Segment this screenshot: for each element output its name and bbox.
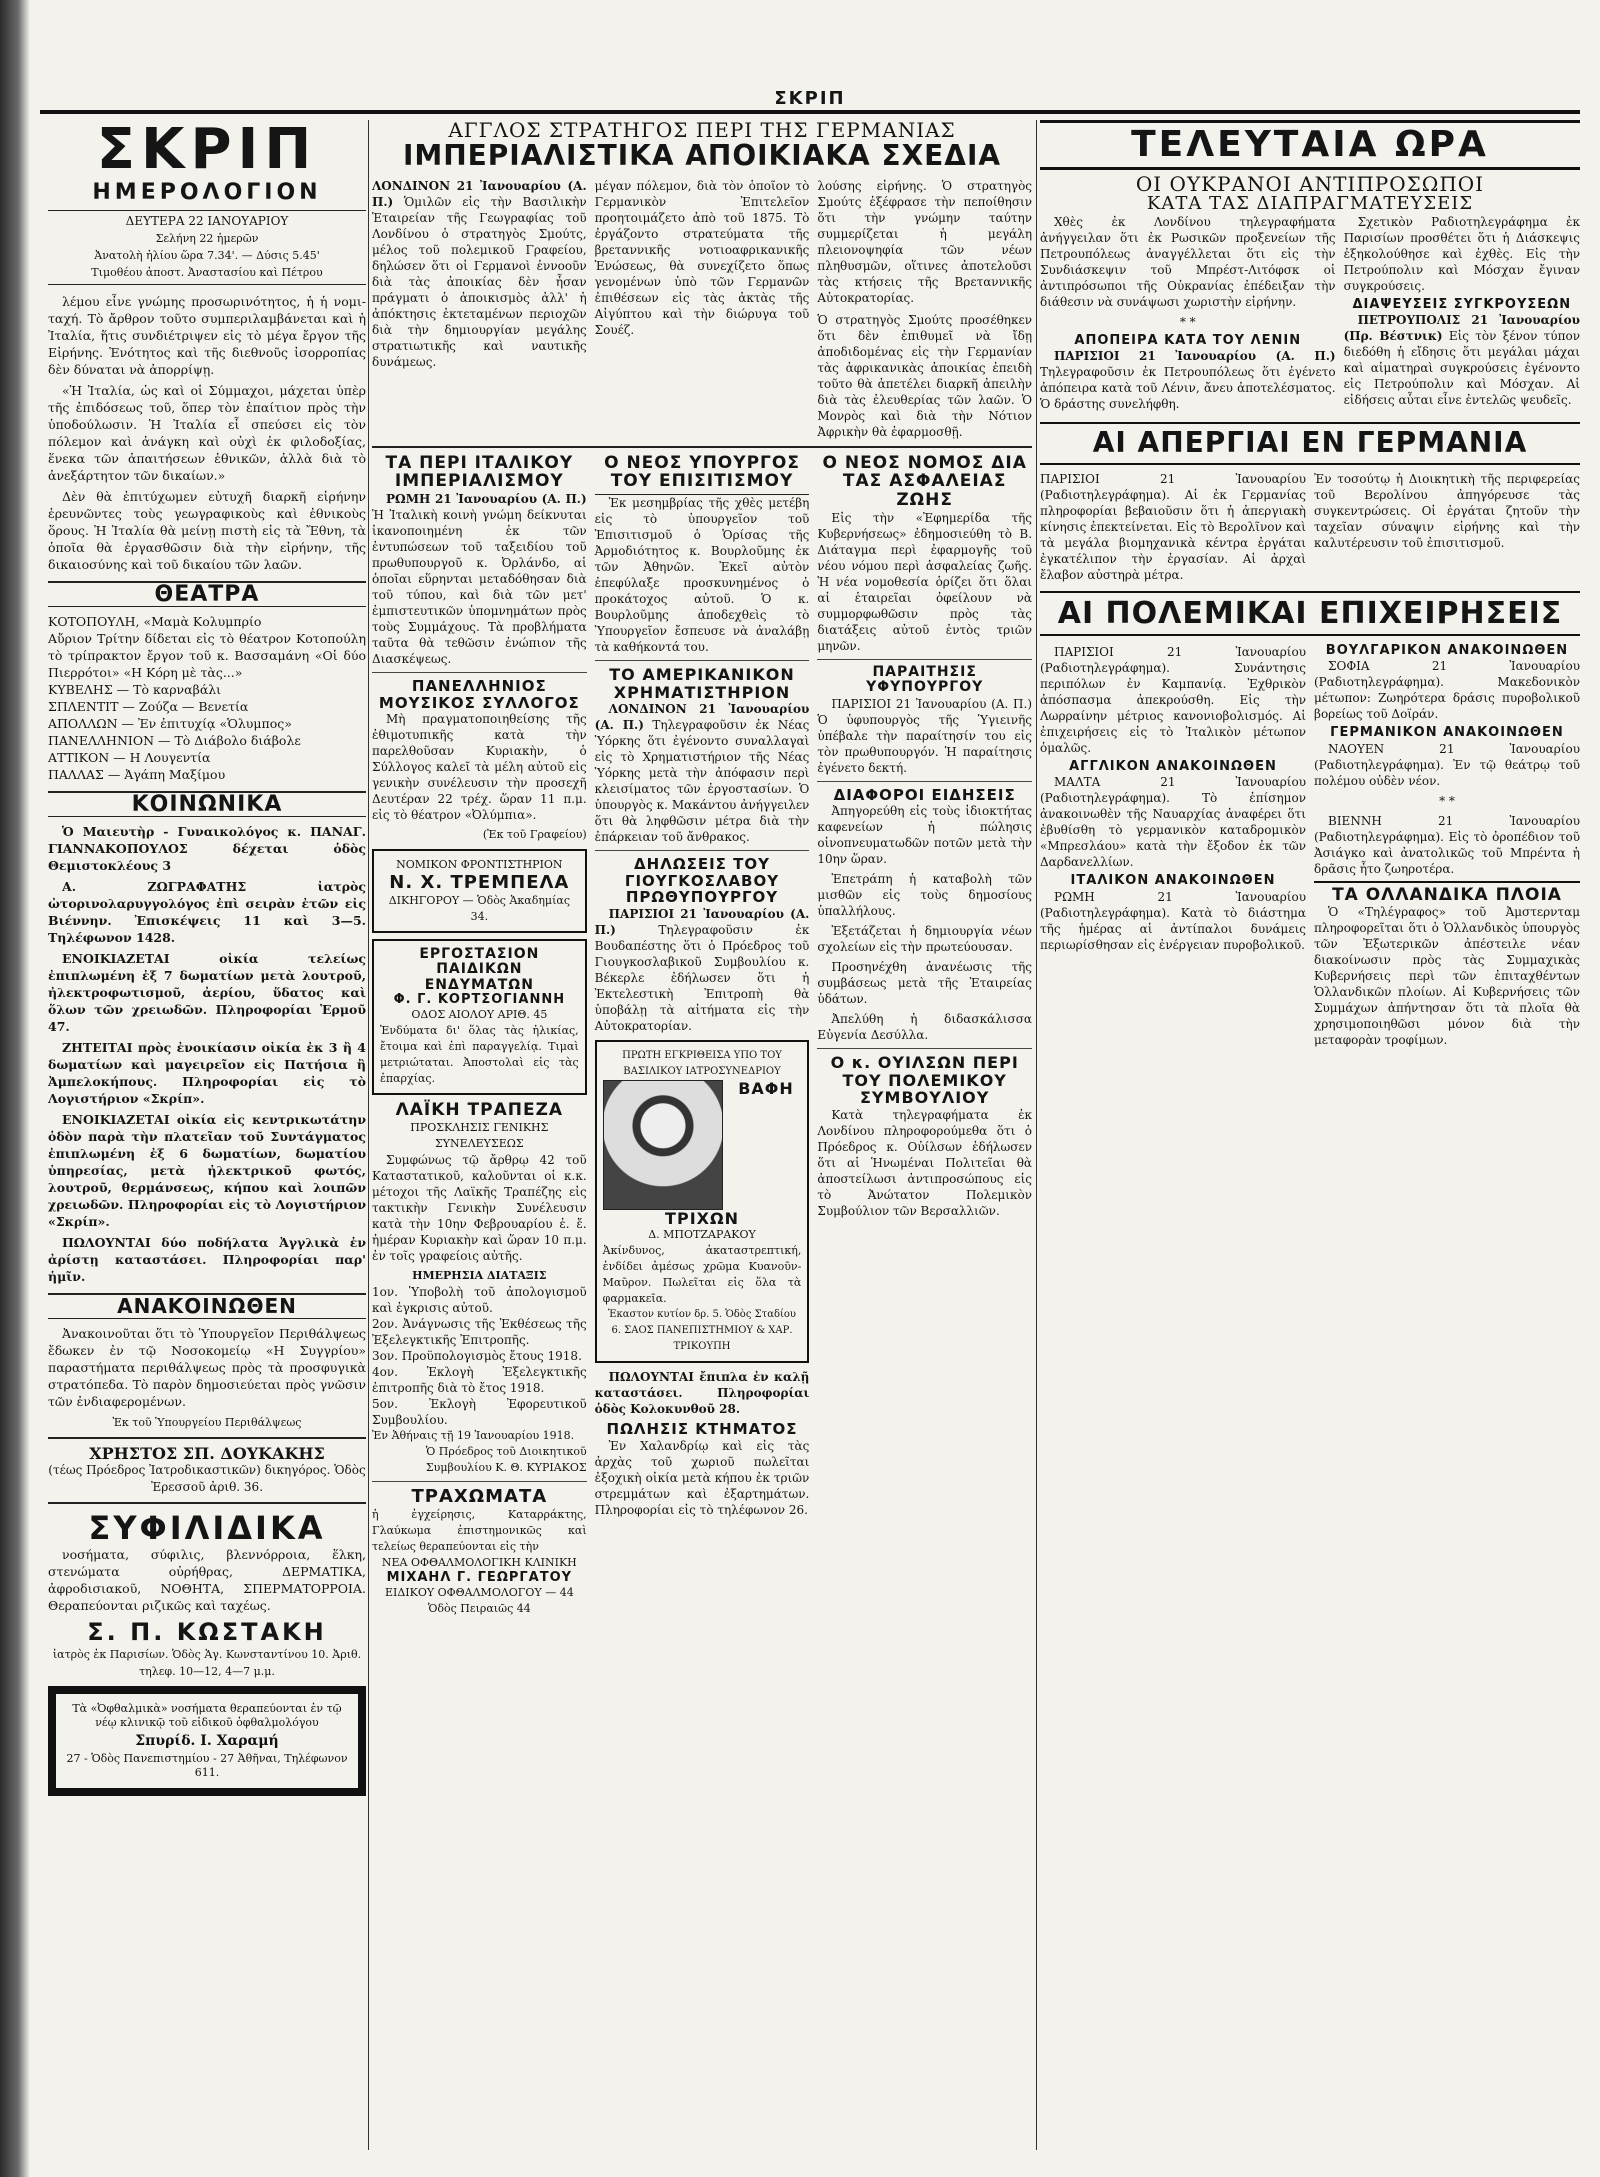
clash-text: Εἰς τὸν ξένον τύπον διεδόθη ἡ εἴδησις ὅτι μεγάλαι μάχαι καὶ αἱματηραὶ συγκρούσεις ἐγένοντο εἰς Πετρούπολιν καὶ Μόσχαν. Αἱ εἰδήσεις αὗται εἶνε ἐντελῶς ψευδεῖς. [1343, 329, 1580, 408]
lead-dateline: ΛΟΝΔΙΝΟΝ 21 Ἰανουαρίου (Α. Π.) [372, 178, 587, 209]
minister-headline: Ο ΝΕΟΣ ΥΠΟΥΡΓΟΣ ΤΟΥ ΕΠΙΣΙΤΙΣΜΟΥ [595, 454, 810, 495]
sun-line: Ἀνατολὴ ἡλίου ὥρα 7.34'. — Δύσις 5.45' [94, 249, 320, 262]
misc-news-item: Ἐξετάζεται ἡ δημιουργία νέων σχολείων εἰς τὴν πρωτεύουσαν. [817, 924, 1032, 955]
bank-signature: Ὁ Πρόεδρος τοῦ Διοικητικοῦ Συμβουλίου Κ. Θ. ΚΥΡΙΑΚΟΣ [425, 1445, 587, 1475]
italian-communique-text: ΡΩΜΗ 21 Ἰανουαρίου (Ραδιοτηλεγράφημα). Κατὰ τὸ διάστημα τῆς ἡμέρας αἱ ἀντίπαλοι δυνάμεις περιωρίσθησαν εἰς ἐνέργειαν πυροβολικοῦ. [1040, 889, 1306, 952]
lawyer-desc: (τέως Πρόεδρος Ἰατροδικαστικῶν) δικηγόρος. Ὁδὸς Ἐρεσσοῦ ἀριθ. 36. [48, 1463, 366, 1494]
bulgarian-communique-text: ΣΟΦΙΑ 21 Ἰανουαρίου (Ραδιοτηλεγράφημα). Μακεδονικὸν μέτωπον: Ζωηρότερα δράσις πυροβολικοῦ βορείως τοῦ Δοϊράν. [1314, 659, 1580, 722]
vienna-text: ΒΙΕΝΝΗ 21 Ἰανουαρίου (Ραδιοτηλεγράφημα). Εἰς τὸ ὀροπέδιον τοῦ Ἀσιάγκο καὶ ἀνατολικῶς τοῦ Μπρέντα ἡ δρᾶσις ἦτο ζωηροτέρα. [1314, 813, 1580, 876]
theatre-line: ΠΑΛΛΑΣ — Ἀγάπη Μαξίμου [48, 767, 226, 782]
eye-clinic-ad [48, 1686, 366, 1796]
music-society-headline: ΠΑΝΕΛΛΗΝΙΟΣ ΜΟΥΣΙΚΟΣ ΣΥΛΛΟΓΟΣ [378, 677, 580, 712]
social-item: ΖΗΤΕΙΤΑΙ πρὸς ἐνοικίασιν οἰκία ἐκ 3 ἢ 4 δωματίων καὶ μαγειρεῖον εἰς Πατήσια ἢ Ἀμπελοκήπους. Πληροφορίαι εἰς τὸ Λογιστήριον «Σκρίπ». [48, 1040, 366, 1106]
eye-ad-address: 27 - Ὁδὸς Πανεπιστημίου - 27 Ἀθῆναι, Τηλέφωνον 611. [66, 1752, 348, 1779]
eye-ad-title: Τὰ «Ὀφθαλμικὰ» νοσήματα θεραπεύονται ἐν τῷ νέῳ κλινικῷ τοῦ εἰδικοῦ ὀφθαλμολόγου [72, 1702, 342, 1729]
italian-text: Ἡ Ἰταλικὴ κοινὴ γνώμη δείκνυται ἱκανοποιημένη ἐκ τῶν ἐντυπώσεων τοῦ ταξειδίου τοῦ πρωθυπουργοῦ κ. Ὀρλάνδο, αἱ ὁποῖαι εὕρηνται μεταδόθησαν διὰ τοῦ τύπου, καὶ διὰ τῶν μετ' ἐμπιστευτικῶν ὑπομνημάτων πρὸς τοὺς Συμμάχους. Τὰ προβλήματα ταῦτα θὰ τεθῶσιν ἐνώπιον τῆς Διασκέψεως. [372, 508, 587, 667]
yugoslav-text: Τηλεγραφοῦσιν ἐκ Βουδαπέστης ὅτι ὁ Πρόεδρος τοῦ Γιουγκοσλαβικοῦ Συμβουλίου κ. Βέκερλε ἐδήλωσεν ὅτι ἡ Ἐκτελεστικὴ Ἐπιτροπὴ θὰ ὑποβάλῃ τὰ αἰτήματα εἰς τὴν Αὐτοκρατορίαν. [594, 922, 810, 1033]
bulgarian-communique-headline: ΒΟΥΛΓΑΡΙΚΟΝ ΑΝΑΚΟΙΝΩΘΕΝ [1325, 643, 1569, 659]
intro-paragraph-3: Δὲν θὰ ἐπιτύχωμεν εὐτυχῆ διαρκῆ εἰρήνην ἐρευνῶντες τοὺς γεωγραφικοὺς καὶ ἐθνικοὺς ὅρους. Ἡ Ἰταλία θὰ μείνῃ πιστὴ εἰς τὰ Ἔθνη, τὰ ὁποῖα θὰ ἐργασθῶσιν διὰ τὴν εἰρήνην, τῆς δικαιοσύνης καὶ τοῦ δικαίου τῶν λαῶν. [48, 489, 366, 572]
yugoslav-dateline: ΠΑΡΙΣΙΟΙ 21 Ἰανουαρίου (Α. Π.) [594, 906, 810, 937]
bank-agenda-item: 3ον. Προϋπολογισμὸς ἔτους 1918. [372, 1349, 582, 1364]
german-strikes-text-2: Ἐν τοσούτῳ ἡ Διοικητικὴ τῆς περιφερείας τοῦ Βερολίνου ἀπηγόρευσε τὰς συγκεντρώσεις. Οἱ ἐργάται ζητοῦν τὴν ταχεῖαν σύναψιν εἰρήνης καὶ τὴν καλυτέρευσιν τοῦ ἐπισιτισμοῦ. [1314, 472, 1580, 551]
social-item: Α. ΖΩΓΡΑΦΑΤΗΣ ἰατρὸς ὠτορινολαρυγγολόγος ἐπὶ σειρὰν ἐτῶν εἰς Βιέννην. Ἐπισκέψεις 11 καὶ 3—5. Τηλέφωνον 1428. [48, 879, 366, 945]
clash-dateline: ΠΕΤΡΟΥΠΟΛΙΣ 21 Ἰανουαρίου (Πρ. Βέστνικ) [1343, 313, 1580, 344]
bank-date: Ἐν Ἀθήναις τῇ 19 Ἰανουαρίου 1918. [372, 1429, 575, 1443]
theatre-line: ΚΟΤΟΠΟΥΛΗ, «Μαμὰ Κολυμπρίο [48, 614, 262, 629]
bank-agenda-item: 5ον. Ἐκλογὴ Ἐφορευτικοῦ Συμβουλίου. [372, 1397, 587, 1428]
theatre-line: ΚΥΒΕΛΗΣ — Τὸ καρναβάλι [48, 682, 222, 697]
german-communique-text: ΝΑΟΥΕΝ 21 Ἰανουαρίου (Ραδιοτηλεγράφημα). Ἐν τῷ θεάτρῳ τοῦ πολέμου οὐδὲν νέον. [1314, 741, 1580, 788]
german-strikes-text: ΠΑΡΙΣΙΟΙ 21 Ἰανουαρίου (Ραδιοτηλεγράφημα). Αἱ ἐκ Γερμανίας πληροφορίαι βεβαιοῦσιν ὅτι ἡ ἀπεργιακὴ κίνησις ἐπεκτείνεται. Εἰς τὸ Βερολῖνον καὶ τὰ μεγάλα βιομηχανικὰ κέντρα ἐργάται ἐγκατέλιπον τὴν ἐργασίαν. Αἱ ἀρχαὶ ἔλαβον αὐστηρὰ μέτρα. [1040, 472, 1306, 583]
bank-text: Συμφώνως τῷ ἄρθρῳ 42 τοῦ Καταστατικοῦ, καλοῦνται οἱ κ.κ. μέτοχοι τῆς Λαϊκῆς Τραπέζης εἰς τακτικὴν Γενικὴν Συνέλευσιν κατὰ τὴν 10ην Φεβρουαρίου ἐ. ἔ. ἡμέραν Κυριακὴν καὶ ὥραν 10 π.μ. ἐν τοῖς γραφείοις αὐτῆς. [372, 1153, 587, 1264]
column-rule [1036, 120, 1037, 2150]
bank-agenda-item: 4ον. Ἐκλογὴ Ἐξελεγκτικῆς ἐπιτροπῆς διὰ τὸ ἔτος 1918. [372, 1365, 587, 1396]
eye-clinic-name: ΝΕΑ ΟΦΘΑΛΜΟΛΟΓΙΚΗ ΚΛΙΝΙΚΗ [381, 1555, 577, 1569]
announcement-heading: ΑΝΑΚΟΙΝΩΘΕΝ [48, 1293, 366, 1319]
german-strikes-headline: ΑΙ ΑΠΕΡΓΙΑΙ ΕΝ ΓΕΡΜΑΝΙΑ [1040, 422, 1580, 465]
column-middle [372, 120, 1032, 2150]
social-item: Ὁ Μαιευτὴρ - Γυναικολόγος κ. ΠΑΝΑΓ. ΓΙΑΝΝΑΚΟΠΟΥΛΟΣ δέχεται ὁδὸς Θεμιστοκλέους 3 [48, 824, 366, 873]
imperialist-headline: ΙΜΠΕΡΙΑΛΙΣΤΙΚΑ ΑΠΟΙΚΙΑΚΑ ΣΧΕΔΙΑ [402, 139, 1002, 172]
dutch-ships-text: Ὁ «Τηλέγραφος» τοῦ Ἀμστερνταμ πληροφορεῖται ὅτι ὁ Ὁλλανδικὸς ὑπουργὸς τῶν Ἐξωτερικῶν ἀπέστειλε νέαν διακοίνωσιν πρὸς τὰς Συμμαχικὰς Κυβερνήσεις περὶ τῶν ἐπιταχθέντων Ὁλλανδικῶν πλοίων. Αἱ Κυβερνήσεις τῶν Συμμάχων ἀπήντησαν ὅτι τὰ πλοῖα θὰ χρησιμοποιηθῶσι μόνον διὰ τὴν μεταφορὰν τροφίμων. [1314, 905, 1580, 1048]
misc-news-item: Ἀπηγορεύθη εἰς τοὺς ἰδιοκτήτας καφενείων ἡ πώλησις οἰνοπνευματωδῶν ποτῶν μετὰ τὴν 10ην ὥραν. [817, 804, 1032, 867]
clothing-ad-heading: ΕΡΓΟΣΤΑΣΙΟΝ ΠΑΙΔΙΚΩΝ ΕΝΔΥΜΑΤΩΝ [419, 945, 540, 993]
music-society-text: Μὴ πραγματοποιηθείσης τῆς ἐθιμοτυπικῆς κατὰ τὴν παρελθοῦσαν Κυριακὴν, ὁ Σύλλογος καλεῖ τὰ μέλη αὐτοῦ εἰς γενικὴν συνέλευσιν τὴν προσεχῆ Δευτέραν 22 τρέχ. ὥραν 11 π.μ. εἰς τὸ θέατρον «Ὀλύμπια». [372, 712, 587, 823]
law-school-ad [372, 849, 587, 933]
bank-subheadline: ΠΡΟΣΚΛΗΣΙΣ ΓΕΝΙΚΗΣ ΣΥΝΕΛΕΥΣΕΩΣ [410, 1121, 549, 1151]
german-communique-headline: ΓΕΡΜΑΝΙΚΟΝ ΑΝΑΚΟΙΝΩΘΕΝ [1330, 725, 1564, 741]
woman-portrait-illustration [603, 1080, 723, 1210]
eye-clinic-address: ΕΙΔΙΚΟΥ ΟΦΘΑΛΜΟΛΟΓΟΥ — 44 Ὁδὸς Πειραιῶς 44 [384, 1586, 574, 1616]
masthead-title: ΣΚΡΙΠ [774, 88, 846, 109]
property-sale-text: Ἐν Χαλανδρίῳ καὶ εἰς τὰς ἀρχὰς τοῦ χωριοῦ πωλεῖται ἐξοχικὴ οἰκία μετὰ κήπου ἐκ τριῶν στρεμμάτων καὶ ἐξαρτημάτων. Πληροφορίαι εἰς τὸ τηλέφωνον 26. [594, 1438, 810, 1517]
hair-ad-text: Ἀκίνδυνος, ἀκαταστρεπτική, ἐνδίδει ἀμέσως χρῶμα Κυανοῦν-Μαῦρον. Πωλεῖται εἰς ὅλα τὰ φαρμακεῖα. [602, 1244, 802, 1306]
column-rule [368, 120, 369, 2150]
hair-ad-top: ΠΡΩΤΗ ΕΓΚΡΙΘΕΙΣΑ ΥΠΟ ΤΟΥ ΒΑΣΙΛΙΚΟΥ ΙΑΤΡΟΣΥΝΕΔΡΙΟΥ [622, 1049, 782, 1077]
law-ad-desc: ΔΙΚΗΓΟΡΟΥ — Ὁδὸς Ἀκαδημίας 34. [388, 893, 570, 923]
scan-edge-shadow [0, 0, 30, 2177]
insurance-law-text: Εἰς τὴν «Ἐφημερίδα τῆς Κυβερνήσεως» ἐδημοσιεύθη τὸ Β. Διάταγμα περὶ ἐφαρμογῆς τοῦ νέου νόμου περὶ ἀσφαλείας ζωῆς. Ἡ νέα νομοθεσία ὁρίζει ὅτι ὅλαι αἱ ἑταιρεῖαι ὀφείλουν νὰ συμμορφωθῶσιν πρὸς τὰς διατάξεις αὐτοῦ ἐντὸς τριῶν μηνῶν. [817, 510, 1032, 653]
social-heading: ΚΟΙΝΩΝΙΚΑ [48, 791, 366, 817]
lead-text-4: Ὁ στρατηγὸς Σμούτς προσέθηκεν ὅτι δὲν ἐπιθυμεῖ νὰ ἴδῃ ἀποδιδομένας εἰς τὴν Γερμανίαν τὰς ἀφρικανικὰς ἀποικίας ἐπειδὴ τοῦτο θὰ ἀπετέλει διαρκῆ ἀπειλὴν διὰ τὰς ἐλευθερίας τῶν λαῶν. Ὁ Μονρὸς καὶ διὰ τὴν Νότιον Ἀφρικὴν θὰ ἐφαρμοσθῇ. [817, 312, 1032, 439]
italian-imperialism-headline: ΤΑ ΠΕΡΙ ΙΤΑΛΙΚΟΥ ΙΜΠΕΡΙΑΛΙΣΜΟΥ [385, 452, 574, 492]
clothing-ad-name: Φ. Γ. ΚΟΡΤΣΟΓΙΑΝΝΗ [393, 992, 566, 1008]
column-right: ΤΕΛΕΥΤΑΙΑ ΩΡΑ ΟΙ ΟΥΚΡΑΝΟΙ ΑΝΤΙΠΡΟΣΩΠΟΙ ΚΑΤΑ ΤΑΣ ΔΙΑΠΡΑΓΜΑΤΕΥΣΕΙΣ Χθὲς ἐκ Λονδίνου τηλεγραφήματα ἀνήγγειλαν ὅτι ἐκ Ρωσικῶν προξενείων τῆς Πετρουπόλεως ἀναγγέλλεται ὅτι εἰς τὴν Συνδιάσκεψιν τοῦ Μπρέστ-Λιτόφσκ οἱ ἀντιπρόσωποι τῆς Οὐκρανίας ἐπέδειξαν τὴν διάθεσιν νὰ συνάψωσι χωριστὴν εἰρήνην. * * ΑΠΟΠΕΙΡΑ ΚΑΤΑ ΤΟΥ ΛΕΝΙΝ ΠΑΡΙΣΙΟΙ 21 Ἰανουαρίου (Α. Π.) Τηλεγραφοῦσιν ἐκ Πετρουπόλεως ὅτι ἐγένετο ἀπόπειρα κατὰ τοῦ Λένιν, ἄνευ ἀποτελέσματος. Ὁ δράστης συνελήφθη. Σχετικὸν Ραδιοτηλεγράφημα ἐκ Παρισίων προσθέτει ὅτι ἡ Διάσκεψις ἐξηκολούθησε καὶ ἐχθὲς. Εἰς τὴν Πετρούπολιν καὶ Μόσχαν ἔγιναν συγκρούσεις. ΔΙΑΨΕΥΣΕΙΣ ΣΥΓΚΡΟΥΣΕΩΝ ΠΕΤΡΟΥΠΟΛΙΣ 21 Ἰανουαρίου (Πρ. Βέστνικ) Εἰς τὸν ξένον τύπον διεδόθη ἡ εἴδησις ὅτι μεγάλαι μάχαι καὶ αἱματηραὶ συγκρούσεις ἐγένοντο εἰς Πετρούπολιν καὶ Μόσχαν. Αἱ εἰδήσεις αὗται εἶνε ἐντελῶς ψευδεῖς. ΑΙ ΑΠΕΡΓΙΑΙ ΕΝ ΓΕΡΜΑΝΙΑ ΠΑΡΙΣΙΟΙ 21 Ἰανουαρίου (Ραδιοτηλεγράφημα). Αἱ ἐκ Γερμανίας πληροφορίαι βεβαιοῦσιν ὅτι ἡ ἀπεργιακὴ κίνησις ἐπεκτείνεται. Εἰς τὸ Βερολῖνον καὶ τὰ μεγάλα βιομηχανικὰ κέντρα ἐργάται ἐγκατέλιπον τὴν ἐργασίαν. Αἱ ἀρχαὶ ἔλαβον αὐστηρὰ μέτρα. Ἐν τοσούτῳ ἡ Διοικητικὴ τῆς περιφερείας τοῦ Βερολίνου ἀπηγόρευσε τὰς συγκεντρώσεις. Οἱ ἐργάται ζητοῦν τὴν ταχεῖαν σύναψιν εἰρήνης καὶ τὴν καλυτέρευσιν τοῦ ἐπισιτισμοῦ. ΑΙ ΠΟΛΕΜΙΚΑΙ ΕΠΙΧΕΙΡΗΣΕΙΣ ΠΑΡΙΣΙΟΙ 21 Ἰανουαρίου (Ραδιοτηλεγράφημα). Συνάντησις περιπόλων ἐν Καμπανίᾳ. Ἐχθρικὸν ἀπόσπασμα ἀπεκρούσθη. Εἰς τὴν Λωρραίνην μέτριος κανονιοβολισμός. Αἱ ἐπιχειρήσεις εἰς τὸ Ἰταλικὸν μέτωπον ὁμαλῶς. ΑΓΓΛΙΚΟΝ ΑΝΑΚΟΙΝΩΘΕΝ ΜΑΛΤΑ 21 Ἰανουαρίου (Ραδιοτηλεγράφημα). Τὸ ἐπίσημον ἀνακοινωθὲν τῆς Ναυαρχίας ἀναφέρει ὅτι ἐβυθίσθη τὸ γερμανικὸν καταδρομικὸν «Μπρεσλάου» κατὰ τὴν ἔξοδον ἐκ τῶν Δαρδανελλίων. ΙΤΑΛΙΚΟΝ ΑΝΑΚΟΙΝΩΘΕΝ ΡΩΜΗ 21 Ἰανουαρίου (Ραδιοτηλεγράφημα). Κατὰ τὸ διάστημα τῆς ἡμέρας αἱ ἀντίπαλοι δυνάμεις περιωρίσθησαν εἰς ἐνέργειαν πυροβολικοῦ. ΒΟΥΛΓΑΡΙΚΟΝ ΑΝΑΚΟΙΝΩΘΕΝ ΣΟΦΙΑ 21 Ἰανουαρίου (Ραδιοτηλεγράφημα). Μακεδονικὸν μέτωπον: Ζωηρότερα δράσις πυροβολικοῦ βορείως τοῦ Δοϊράν. ΓΕΡΜΑΝΙΚΟΝ ΑΝΑΚΟΙΝΩΘΕΝ ΝΑΟΥΕΝ 21 Ἰανουαρίου (Ραδιοτηλεγράφημα). Ἐν τῷ θεάτρῳ τοῦ πολέμου οὐδὲν νέον. * * ΒΙΕΝΝΗ 21 Ἰανουαρίου (Ραδιοτηλεγράφημα). Εἰς τὸ ὀροπέδιον τοῦ Ἀσιάγκο καὶ ἀνατολικῶς τοῦ Μπρέντα ἡ δρᾶσις ἦτο ζωηροτέρα. ΤΑ ΟΛΛΑΝΔΙΚΑ ΠΛΟΙΑ Ὁ «Τηλέγραφος» τοῦ Ἀμστερνταμ πληροφορεῖται ὅτι ὁ Ὁλλανδικὸς ὑπουργὸς τῶν Ἐξωτερικῶν ἀπέστειλε νέαν διακοίνωσιν πρὸς τὰς Συμμαχικὰς Κυβερνήσεις περὶ τῶν ἐπιταχθέντων Ὁλλανδικῶν πλοίων. Αἱ Κυβερνήσεις τῶν Συμμάχων ἀπήντησαν ὅτι τὰ πλοῖα θὰ χρησιμοποιηθῶσι μόνον διὰ τὴν μεταφορὰν τροφίμων. [1040, 120, 1580, 2150]
theatre-listings [48, 613, 366, 783]
bank-agenda-item: 2ον. Ἀνάγνωσις τῆς Ἐκθέσεως τῆς Ἐξελεγκτικῆς Ἐπιτροπῆς. [372, 1317, 587, 1348]
eye-ad-name: Σπυρίδ. Ι. Χαραμή [135, 1733, 279, 1749]
exchange-dateline: ΛΟΝΔΙΝΟΝ 21 Ἰανουαρίου (Α. Π.) [594, 702, 810, 733]
eye-clinic-doctor: ΜΙΧΑΗΛ Γ. ΓΕΩΡΓΑΤΟΥ [386, 1569, 573, 1585]
lenin-dateline: ΠΑΡΙΣΙΟΙ 21 Ἰανουαρίου (Α. Π.) [1054, 349, 1336, 364]
date-line: ΔΕΥΤΕΡΑ 22 ΙΑΝΟΥΑΡΙΟΥ [48, 210, 366, 230]
furniture-sale: ΠΩΛΟΥΝΤΑΙ ἔπιπλα ἐν καλῇ καταστάσει. Πληροφορίαι ὁδὸς Κολοκυνθοῦ 28. [594, 1370, 810, 1417]
clothing-ad-text: Ἐνδύματα δι' ὅλας τὰς ἡλικίας, ἔτοιμα καὶ ἐπὶ παραγγελίᾳ. Τιμαὶ μετριώταται. Ἀποστολαὶ εἰς τὰς ἐπαρχίας. [380, 1024, 579, 1086]
column-left [48, 120, 366, 2150]
saints-line: Τιμοθέου ἀποστ. Ἀναστασίου καὶ Πέτρου [48, 264, 366, 285]
misc-news-item: Ἀπελύθη ἡ διδασκάλισσα Εὐγενία Δεσύλλα. [817, 1012, 1032, 1043]
war-operations-headline: ΑΙ ΠΟΛΕΜΙΚΑΙ ΕΠΙΧΕΙΡΗΣΕΙΣ [1040, 591, 1580, 636]
lenin-text: Τηλεγραφοῦσιν ἐκ Πετρουπόλεως ὅτι ἐγένετο ἀπόπειρα κατὰ τοῦ Λένιν, ἄνευ ἀποτελέσματος. Ὁ δράστης συνελήφθη. [1040, 365, 1336, 412]
war-operations-text: ΠΑΡΙΣΙΟΙ 21 Ἰανουαρίου (Ραδιοτηλεγράφημα). Συνάντησις περιπόλων ἐν Καμπανίᾳ. Ἐχθρικὸν ἀπόσπασμα ἀπεκρούσθη. Εἰς τὴν Λωρραίνην μέτριος κανονιοβολισμός. Αἱ ἐπιχειρήσεις εἰς τὸ Ἰταλικὸν μέτωπον ὁμαλῶς. [1040, 645, 1306, 756]
lawyer-name: ΧΡΗΣΤΟΣ ΣΠ. ΔΟΥΚΑΚΗΣ [89, 1444, 325, 1463]
english-communique-text: ΜΑΛΤΑ 21 Ἰανουαρίου (Ραδιοτηλεγράφημα). Τὸ ἐπίσημον ἀνακοινωθὲν τῆς Ναυαρχίας ἀναφέρει ὅτι ἐβυθίσθη τὸ γερμανικὸν καταδρομικὸν «Μπρεσλάου» κατὰ τὴν ἔξοδον ἐκ τῶν Δαρδανελλίων. [1040, 775, 1306, 870]
insurance-law-headline: Ο ΝΕΟΣ ΝΟΜΟΣ ΔΙΑ ΤΑΣ ΑΣΦΑΛΕΙΑΣ ΖΩΗΣ [822, 452, 1027, 511]
masthead [40, 88, 1580, 114]
property-sale-headline: ΠΩΛΗΣΙΣ ΚΤΗΜΑΤΟΣ [606, 1420, 798, 1439]
wilson-headline: Ο κ. ΟΥΙΛΣΩΝ ΠΕΡΙ ΤΟΥ ΠΟΛΕΜΙΚΟΥ ΣΥΜΒΟΥΛΙΟΥ [830, 1053, 1019, 1108]
theatre-line: Αὔριον Τρίτην δίδεται εἰς τὸ θέατρον Κοτοπούλη τὸ τρίπρακτον ἔργον τοῦ κ. Βασσαμάνη «Οἱ δύο Πιερρότοι» «Η Κόρη μὲ τὰς...» [48, 631, 366, 680]
ukrainian-headline: ΟΙ ΟΥΚΡΑΝΟΙ ΑΝΤΙΠΡΟΣΩΠΟΙ [1135, 172, 1485, 196]
announcement-signature: Ἐκ τοῦ Ὑπουργείου Περιθάλψεως [112, 1416, 302, 1429]
hair-ad-title: ΒΑΦΗ ΤΡΙΧΩΝ [665, 1078, 794, 1228]
hair-dye-ad [595, 1040, 810, 1364]
deputy-resignation-headline: ΠΑΡΑΙΤΗΣΙΣ ΥΦΥΠΟΥΡΓΟΥ [866, 663, 984, 696]
lead-text-1: Ὁμιλῶν εἰς τὴν Βασιλικὴν Ἑταιρείαν τῆς Γεωγραφίας τοῦ Λονδίνου ὁ στρατηγὸς Σμούτς, μέλος τοῦ πολεμικοῦ Γραφείου, δηλώσεν ὅτι οἱ Γερμανοὶ ἐννοοῦν διὰ τὰς ἀποικίας δὲν ἦσαν πράγματι ὁ ἀποικισμὸς ἀλλ' ἡ ἀπόκτησις ἐκτεταμένων περιοχῶν διὰ τὴν δημιουργίαν μεγάλης στρατιωτικῆς καὶ ναυτικῆς δυνάμεως. [372, 194, 587, 369]
italian-communique-headline: ΙΤΑΛΙΚΟΝ ΑΝΑΚΟΙΝΩΘΕΝ [1070, 873, 1276, 889]
intro-paragraph-2: «Ἡ Ἰταλία, ὡς καὶ οἱ Σύμμαχοι, μάχεται ὑπὲρ τῆς ἐπιδόσεως τοῦ, ὅπερ τὸν ἐπαίτιον πρὸς τὴν ὑποδούλωσιν. Ἡ Ἰταλία εἶ σπεύσει εἰς τὸν πόλεμον καὶ ἀνάγκη καὶ οὐχὶ ἐκ φιλοδοξίας, ἕνεκα τῶν ἀπαιτήσεων ἐθνικῶν, ἀλλὰ διὰ τὸ ἀνεξάρτητον τῶν δικαίων.» [48, 383, 366, 483]
syph-ad-text: νοσήματα, σύφιλις, βλεννόρροια, ἕλκη, στενώματα οὐρήθρας, ΔΕΡΜΑΤΙΚΑ, ἀφροδισιακοῦ, ΝΟΘΗΤΑ, ΣΠΕΡΜΑΤΟΡΡΟΙΑ. Θεραπεύονται ριζικῶς καὶ ταχέως. [48, 1547, 366, 1613]
misc-news-item: Ἐπετράπη ἡ καταβολὴ τῶν μισθῶν εἰς τοὺς δημοσίους ὑπαλλήλους. [817, 872, 1032, 919]
clash-denial-headline: ΔΙΑΨΕΥΣΕΙΣ ΣΥΓΚΡΟΥΣΕΩΝ [1352, 297, 1572, 312]
misc-news-headline: ΔΙΑΦΟΡΟΙ ΕΙΔΗΣΕΙΣ [833, 785, 1016, 804]
law-ad-heading: ΝΟΜΙΚΟΝ ΦΡΟΝΤΙΣΤΗΡΙΟΝ [396, 858, 563, 872]
paper-title: ΣΚΡΙΠ [96, 120, 318, 182]
dutch-ships-headline: ΤΑ ΟΛΛΑΝΔΙΚΑ ΠΛΟΙΑ [1314, 881, 1580, 905]
calendar-title: ΗΜΕΡΟΛΟΓΙΟΝ [92, 180, 322, 205]
bank-agenda-item: 1ον. Ὑποβολὴ τοῦ ἀπολογισμοῦ καὶ ἐγκρισις αὐτοῦ. [372, 1285, 587, 1316]
social-item: ΠΩΛΟΥΝΤΑΙ δύο ποδήλατα Ἀγγλικὰ ἐν ἀρίστῃ καταστάσει. Πληροφορίαι παρ' ἡμῖν. [48, 1235, 366, 1284]
misc-news-item: Προσηνέχθη ἀνανέωσις τῆς συμβάσεως μετὰ τῆς Ἑταιρείας ὑδάτων. [817, 960, 1032, 1007]
lead-text-2: μέγαν πόλεμον, διὰ τὸν ὁποῖον τὸ Γερμανικὸν Ἐπιτελεῖον προητοιμάζετο ἀπὸ τοῦ 1875. Τὸ ἐργάζοντο στρατεύματα τῆς βρεταννικῆς νοτιοαφρικανικῆς Ἑνώσεως, θὰ συνεχίζετο ὅπως γενομένων ὑπὸ τῶν Γερμανῶν ἐπιθέσεων εἰς τὰς ἀκτὰς τῆς Αἰγύπτου καὶ τὴν διώρυγα τοῦ Σουέζ. [594, 178, 810, 337]
lower-middle-grid [372, 454, 1032, 1617]
minister-text: Ἐκ μεσημβρίας τῆς χθὲς μετέβη εἰς τὸ ὑπουργεῖον τοῦ Ἐπισιτισμοῦ ὁ Ὁρίσας τῆς Ἀρμοδιότητος κ. Βουρλοῦμης ἐκ τῶν Ἀθηνῶν. Ἐκεῖ αὐτὸν ἐπεφύλαξε προσκυνημένος ὁ προκάτοχος αὐτοῦ. Ὁ κ. Βουρλοῦμης ἀποδεχθεὶς τὸ Ὑπουργεῖον ἔσπευσε νὰ ἀναλάβῃ τὰ καθήκοντά του. [594, 496, 810, 655]
theatre-line: ΠΑΝΕΛΛΗΝΙΟΝ — Τὸ Διάβολο διάβολε [48, 733, 301, 748]
theatre-line: ΑΤΤΙΚΟΝ — Η Λουγεντία [48, 750, 211, 765]
general-headline: ΑΓΓΛΟΣ ΣΤΡΑΤΗΓΟΣ ΠΕΡΙ ΤΗΣ ΓΕΡΜΑΝΙΑΣ [448, 120, 956, 142]
law-ad-name: Ν. Χ. ΤΡΕΜΠΕΛΑ [389, 872, 570, 894]
italian-dateline: ΡΩΜΗ 21 Ἰανουαρίου (Α. Π.) [386, 492, 587, 507]
exchange-headline: ΤΟ ΑΜΕΡΙΚΑΝΙΚΟΝ ΧΡΗΜΑΤΙΣΤΗΡΙΟΝ [609, 665, 795, 702]
last-hour-title: ΤΕΛΕΥΤΑΙΑ ΩΡΑ [1040, 120, 1580, 170]
bank-headline: ΛΑΪΚΗ ΤΡΑΠΕΖΑ [395, 1100, 564, 1121]
moon-line: Σελήνη 22 ἡμερῶν [155, 232, 259, 245]
yugoslav-headline: ΔΗΛΩΣΕΙΣ ΤΟΥ ΓΙΟΥΓΚΟΣΛΑΒΟΥ ΠΡΩΘΥΠΟΥΡΓΟΥ [624, 855, 780, 907]
eye-clinic-headline: ΤΡΑΧΩΜΑΤΑ [411, 1486, 548, 1508]
music-society-signature: (Ἐκ τοῦ Γραφείου) [482, 828, 587, 842]
syph-ad-title: ΣΥΦΙΛΙΔΙΚΑ [88, 1509, 326, 1547]
hair-ad-address: Ἐκαστον κυτίον δρ. 5. Ὁδὸς Σταδίου 6. ΣΑΟΣ ΠΑΝΕΠΙΣΤΗΜΙΟΥ & ΧΑΡ. ΤΡΙΚΟΥΠΗ [607, 1309, 797, 1353]
bank-agenda-heading: ΗΜΕΡΗΣΙΑ ΔΙΑΤΑΞΙΣ [412, 1269, 547, 1283]
clothing-ad-address: ΟΔΟΣ ΑΙΟΛΟΥ ΑΡΙΘ. 45 [411, 1008, 548, 1022]
ukrainian-subheadline: ΚΑΤΑ ΤΑΣ ΔΙΑΠΡΑΓΜΑΤΕΥΣΕΙΣ [1146, 193, 1474, 214]
announcement-text: Ἀνακοινοῦται ὅτι τὸ Ὑπουργεῖον Περιθάλψεως ἔδωκεν ἐν τῷ Νοσοκομείῳ «Η Συγγρίου» παραστήματα περιθάλψεως πρὸς τὰ προσφυγικὰ στρατόπεδα. Τὸ παρὸν δημοσιεύεται πρὸς γνῶσιν τῶν ἐνδιαφερομένων. [48, 1326, 366, 1409]
ukrainian-text-right: Σχετικὸν Ραδιοτηλεγράφημα ἐκ Παρισίων προσθέτει ὅτι ἡ Διάσκεψις ἐξηκολούθησε καὶ ἐχθὲς. Εἰς τὴν Πετρούπολιν καὶ Μόσχαν ἔγιναν συγκρούσεις. [1343, 215, 1580, 293]
theatre-line: ΑΠΟΛΛΩΝ — Ἐν ἐπιτυχίᾳ «Ὁλυμπος» [48, 716, 292, 731]
lenin-headline: ΑΠΟΠΕΙΡΑ ΚΑΤΑ ΤΟΥ ΛΕΝΙΝ [1074, 333, 1302, 348]
wilson-text: Κατὰ τηλεγραφήματα ἐκ Λονδίνου πληροφορούμεθα ὅτι ὁ Πρόεδρος κ. Οὐίλσων ἐδήλωσεν ὅτι αἱ Ἡνωμέναι Πολιτεῖαι θὰ ἀποστείλωσι ἀντιπροσώπους εἰς τὸ Ἀνώτατον Πολεμικὸν Συμβούλιον τῶν Βερσαλλιῶν. [817, 1107, 1032, 1218]
theatre-heading: ΘΕΑΤΡΑ [48, 581, 366, 607]
exchange-text: Τηλεγραφοῦσιν ἐκ Νέας Ὑόρκης ὅτι ἐγένοντο συναλλαγαὶ εἰς τὸ Χρηματιστήριον τῆς Νέας Ὑόρκης μετὰ τὴν ἀπόφασιν περὶ κλεισίματος τῶν ἐργοστασίων. Ὁ ὑπουργὸς κ. Μακάντου ἀνήγγειλεν ὅτι θὰ ληφθῶσιν μέτρα διὰ τὴν ἐπάρκειαν τοῦ ἄνθρακος. [594, 718, 810, 845]
syph-ad-doctor: Σ. Π. ΚΩΣΤΑΚΗ [87, 1618, 327, 1646]
eye-clinic-text: ἡ ἐγχείρησις, Καταρράκτης, Γλαύκωμα ἐπιστημονικῶς καὶ τελείως θεραπεύονται εἰς τὴν [372, 1507, 587, 1553]
lead-article [372, 178, 1032, 440]
ukrainian-text: Χθὲς ἐκ Λονδίνου τηλεγραφήματα ἀνήγγειλαν ὅτι ἐκ Ρωσικῶν προξενείων τῆς Πετρουπόλεως ἀναγγέλλεται ὅτι εἰς τὴν Συνδιάσκεψιν τοῦ Μπρέστ-Λιτόφσκ οἱ ἀντιπρόσωποι τῆς Οὐκρανίας ἐπέδειξαν τὴν διάθεσιν νὰ συνάψωσι χωριστὴν εἰρήνην. [1040, 215, 1336, 309]
social-item: ΕΝΟΙΚΙΑΖΕΤΑΙ οἰκία εἰς κεντρικωτάτην ὁδὸν παρὰ τὴν πλατεῖαν τοῦ Συντάγματος ἐπιπλωμένη ἐξ 6 δωματίων, δωματίου ὑπηρεσίας, μετὰ ἠλεκτρικοῦ φωτός, λουτροῦ, θερμάνσεως, κήπου καὶ λοιπῶν χρειωδῶν. Πληροφορίαι εἰς τὸ Λογιστήριον «Σκρίπ». [48, 1112, 366, 1229]
syph-ad-address: ἰατρὸς ἐκ Παρισίων. Ὁδὸς Ἁγ. Κωνσταντίνου 10. Ἀριθ. τηλεφ. 10—12, 4—7 μ.μ. [52, 1648, 362, 1678]
lead-text-3: λούσης εἰρήνης. Ὁ στρατηγὸς Σμούτς ἐξέφρασε τὴν πεποίθησιν ὅτι τὴν γνώμην ταύτην συμμερίζεται ἡ μεγάλη πλειονοψηφία τῶν νέων πληθυσμῶν, οἵτινες ἀποτελοῦσι τὰς κτήσεις τῆς Βρεταννικῆς Αὐτοκρατορίας. [817, 178, 1032, 305]
hair-ad-maker: Δ. ΜΠΟΤΖΑΡΑΚΟΥ [648, 1228, 756, 1242]
theatre-line: ΣΠΛΕΝΤΙΤ — Ζούζα — Βενετία [48, 699, 249, 714]
clothing-factory-ad [372, 939, 587, 1095]
deputy-resignation-text: ΠΑΡΙΣΙΟΙ 21 Ἰανουαρίου (Α. Π.) Ὁ ὑφυπουργὸς τῆς Ὑγιεινῆς ὑπέβαλε τὴν παραίτησίν του εἰς τὸν πρωθυπουργόν. Ἡ παραίτησις ἐγένετο δεκτή. [817, 696, 1032, 775]
intro-paragraph: λέμου εἶνε γνώμης προσωρινότητος, ἡ ἡ νομι- ταχή. Τὸ ἄρθρον τοῦτο συμπεριλαμβάνεται καὶ ἡ Ἰταλία, ἥτις συνδιέτριψεν εἰς τὸ μέγα ἔργον τῆς Εἰρήνης. Ἑνότητος καὶ τῆς διεθνοῦς ἰσορροπίας δὲν δύναται νὰ ἀπορρίψῃ. [48, 294, 366, 377]
english-communique-headline: ΑΓΓΛΙΚΟΝ ΑΝΑΚΟΙΝΩΘΕΝ [1069, 759, 1277, 775]
social-item: ΕΝΟΙΚΙΑΖΕΤΑΙ οἰκία τελείως ἐπιπλωμένη ἐξ 7 δωματίων μετὰ λουτροῦ, ἠλεκτροφωτισμοῦ, ἀερίου, ὕδατος καὶ ὅλων τῶν χρειωδῶν. Πληροφορίαι Ἑρμοῦ 47. [48, 951, 366, 1034]
